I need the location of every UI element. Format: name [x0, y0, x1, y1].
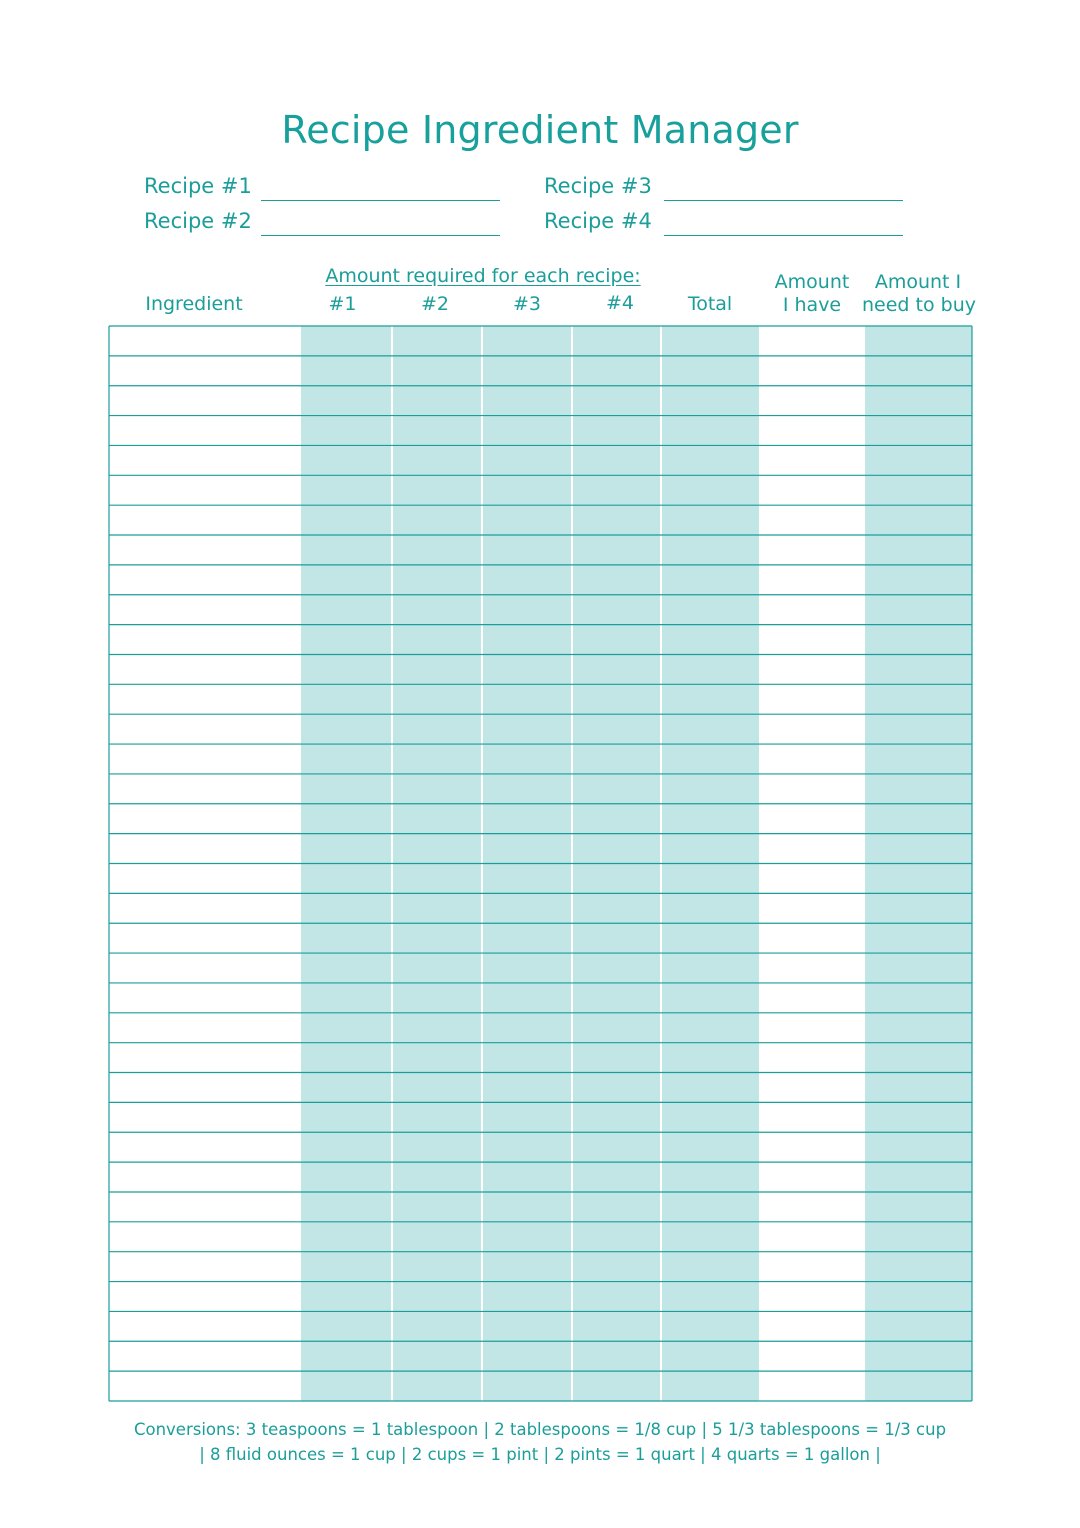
conversions-line-1: Conversions: 3 teaspoons = 1 tablespoon | 2 tablespoons = 1/8 cup | 5 1/3 tablespoons = 1/3 cup [133, 1420, 947, 1439]
recipe-4-column-header: #4 [605, 292, 634, 314]
ingredient-header: Ingredient [145, 293, 243, 315]
amount-have-header-line2: I have [782, 294, 842, 316]
recipe-4-label: Recipe #4 [544, 209, 652, 233]
amount-required-header: Amount required for each recipe: [325, 265, 641, 287]
amount-buy-header-line1: Amount I [874, 271, 962, 293]
recipe-1-column-header: #1 [328, 293, 357, 315]
amount-have-header-line1: Amount [774, 271, 850, 293]
recipe-1-label: Recipe #1 [144, 174, 252, 198]
amount-buy-header-line2: need to buy [862, 294, 976, 316]
recipe-2-label: Recipe #2 [144, 209, 252, 233]
recipe-2-column-header: #2 [420, 293, 449, 315]
recipe-3-column-header: #3 [512, 293, 541, 315]
page-title: Recipe Ingredient Manager [281, 108, 799, 152]
recipe-3-label: Recipe #3 [544, 174, 652, 198]
total-column-header: Total [687, 293, 733, 315]
conversions-line-2: | 8 fluid ounces = 1 cup | 2 cups = 1 pint | 2 pints = 1 quart | 4 quarts = 1 gallon | [199, 1445, 881, 1464]
